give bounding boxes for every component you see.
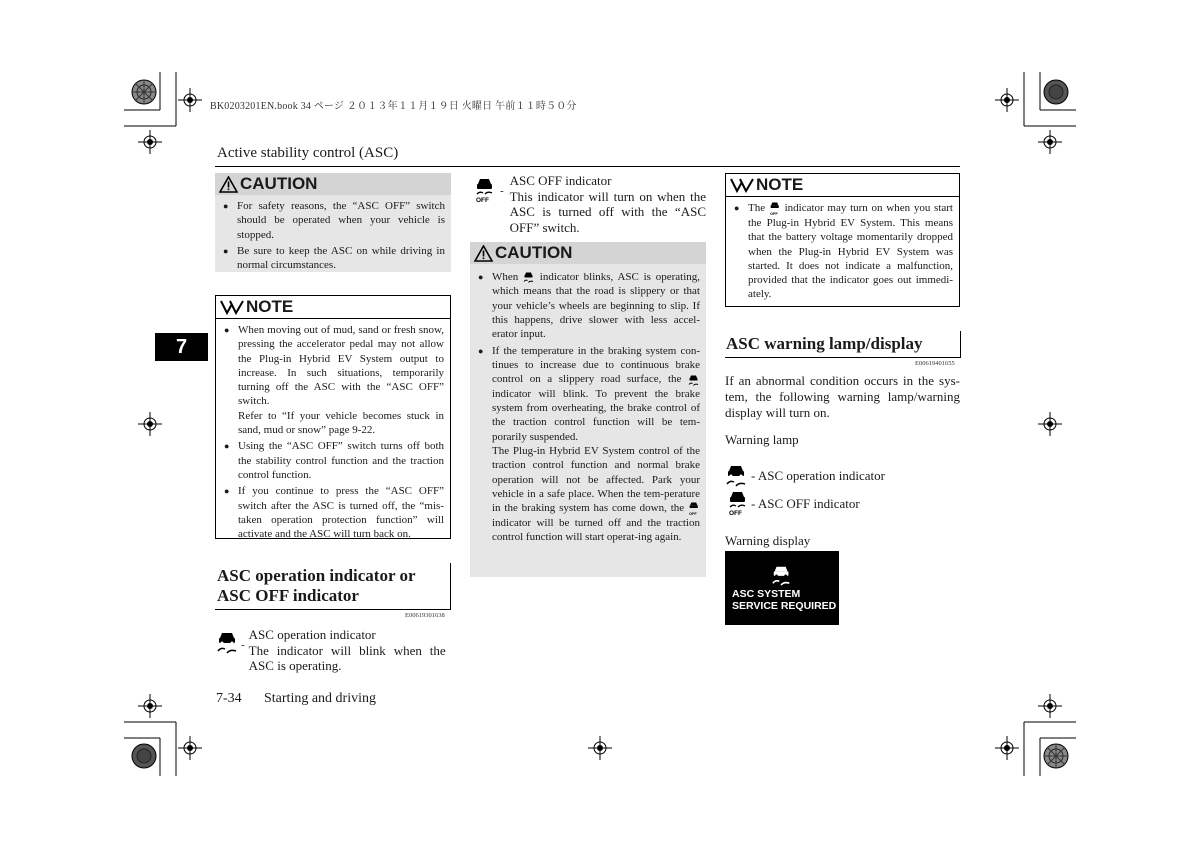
list-item-text: indicator may turn on when you start the Plug-in Hybrid EV System. This means that the battery voltage momentarily dropped when the Plug-in Hybrid EV System was started. It does not indicate a malfunction, provided that the indicator goes out immedi-ately. — [748, 202, 953, 301]
note-heading-text: NOTE — [246, 297, 294, 316]
note-check-icon — [220, 299, 244, 315]
warning-display-line: SERVICE REQUIRED — [732, 600, 837, 612]
note-heading-text: NOTE — [756, 175, 804, 194]
asc-off-icon — [474, 177, 496, 203]
svg-text:OFF: OFF — [769, 212, 778, 216]
note-heading — [216, 296, 450, 319]
list-item — [478, 344, 700, 545]
footer-page-number: 7-34 — [216, 691, 242, 706]
caution-heading-text: CAUTION — [495, 243, 573, 262]
indicator-title: ASC OFF indicator — [509, 173, 612, 188]
warning-display-line: ASC SYSTEM — [732, 588, 801, 600]
skid-car-icon — [216, 629, 240, 655]
header-rule — [215, 166, 960, 167]
skid-car-icon — [688, 373, 700, 387]
asc-operation-text — [249, 627, 446, 674]
dash: - — [499, 185, 504, 197]
section-code: E00619401655 — [915, 360, 955, 367]
section-title: Active stability control (ASC) — [217, 145, 399, 161]
caution-heading-text: CAUTION — [240, 174, 318, 193]
chapter-tab: 7 — [155, 333, 208, 361]
indicator-description: This indicator will turn on when the ASC is turned off with the “ASC OFF” switch. — [509, 188, 706, 235]
registration-mark-icon — [1038, 694, 1062, 718]
list-item: ● Using the “ASC OFF” switch turns off both the stability control function and the traction control function. — [224, 439, 444, 482]
svg-text:OFF: OFF — [475, 196, 489, 203]
color-wheel-icon — [1043, 79, 1069, 105]
color-wheel-icon — [131, 743, 157, 769]
skid-car-icon — [771, 563, 793, 587]
list-item: ● For safety reasons, the “ASC OFF” switch should be operated when your vehicle is stopped. — [223, 199, 445, 242]
asc-off-text — [510, 173, 706, 235]
dash: - — [241, 639, 245, 651]
list-item — [224, 323, 444, 437]
note-box-1 — [215, 295, 451, 539]
list-item-text: indicator will be turned off and the traction control function will start operat-ing again. — [492, 517, 700, 544]
registration-mark-icon — [1038, 412, 1062, 436]
warning-display-label: Warning display — [725, 533, 811, 548]
caution-box-2 — [470, 242, 706, 577]
list-item-text: The Plug-in Hybrid EV System control of the traction control function and normal brake operation will not be affected. Park your vehicle in a safe place. When the tem-perature in the braking system has come down, the — [492, 444, 700, 515]
caution-heading — [215, 173, 451, 195]
caution-list — [215, 195, 451, 278]
list-item-paragraph — [492, 444, 700, 545]
indicator-title: ASC operation indicator — [248, 627, 376, 642]
caution-triangle-icon — [219, 176, 238, 193]
footer-section: Starting and driving — [264, 691, 376, 706]
caution-heading — [470, 242, 706, 264]
section-code: E00619301638 — [405, 612, 445, 619]
caution-triangle-icon — [474, 245, 493, 262]
note-list — [216, 319, 450, 547]
asc-off-icon — [769, 201, 781, 216]
lamp-item-text: - ASC operation indicator — [751, 468, 885, 483]
indicator-description: The indicator will blink when the ASC is operating. — [248, 642, 446, 673]
list-item: ● If you continue to press the “ASC OFF” switch after the ASC is turned off, the “mis-taken operation protection function” will activate and the ASC will turn back on. — [224, 484, 444, 541]
warning-display-screen — [725, 551, 839, 625]
registration-mark-icon — [995, 88, 1019, 112]
asc-off-icon — [688, 501, 700, 516]
list-item-text: If the temperature in the braking system con-tinues to increase due to continuous brake control on a slippery road surface, the — [492, 344, 700, 386]
registration-mark-icon — [138, 412, 162, 436]
asc-operation-indicator-row — [216, 627, 451, 674]
list-item-text: The — [748, 202, 766, 215]
caution-list — [470, 264, 706, 551]
lamp-item — [725, 462, 885, 488]
list-item-text: indicator will blink. To prevent the brake system from overheating, the brake control of the traction control function will be tem-porarily suspended. — [492, 387, 700, 443]
lamp-item — [727, 490, 860, 516]
note-list — [726, 197, 959, 308]
asc-off-indicator-row — [474, 173, 706, 235]
cross-reference: Refer to “If your vehicle becomes stuck in sand, mud or snow” page 9-22. — [238, 409, 444, 437]
caution-box-1 — [215, 173, 451, 272]
list-item-text: indicator blinks, ASC is operating, which means that the road is slippery or that your vehicle’s wheels are beginning to slip. If this happens, drive slower with less accel-erator input. — [492, 271, 700, 341]
registration-mark-icon — [138, 130, 162, 154]
note-heading — [726, 174, 959, 197]
color-wheel-icon — [131, 79, 157, 105]
registration-mark-icon — [1038, 130, 1062, 154]
svg-text:OFF: OFF — [689, 512, 697, 517]
heading-line: ASC operation indicator or — [217, 566, 416, 585]
note-box-2 — [725, 173, 960, 307]
registration-mark-icon — [588, 736, 612, 760]
list-item — [734, 201, 953, 302]
warning-intro: If an abnormal condition occurs in the sys-tem, the following warning lamp/warning display will turn on. — [725, 373, 960, 420]
asc-off-icon — [727, 490, 749, 516]
skid-car-icon — [523, 270, 535, 284]
registration-mark-icon — [178, 88, 202, 112]
print-header: BK0203201EN.book 34 ページ ２０１３年１１月１９日 火曜日 午前１１時５０分 — [210, 101, 577, 112]
registration-mark-icon — [995, 736, 1019, 760]
color-wheel-icon — [1043, 743, 1069, 769]
registration-mark-icon — [138, 694, 162, 718]
heading-line: ASC OFF indicator — [217, 586, 359, 605]
lamp-item-text: - ASC OFF indicator — [751, 496, 860, 511]
note-check-icon — [730, 177, 754, 193]
registration-mark-icon — [178, 736, 202, 760]
list-item-text: When — [492, 271, 519, 283]
list-item: ● Be sure to keep the ASC on while driving in normal circumstances. — [223, 244, 445, 273]
svg-text:OFF: OFF — [729, 510, 742, 516]
skid-car-icon — [725, 462, 749, 488]
heading-indicator — [217, 566, 447, 606]
warning-lamp-label: Warning lamp — [725, 432, 799, 447]
heading-warning: ASC warning lamp/display — [726, 334, 923, 353]
list-item — [478, 270, 700, 342]
list-item-text: When moving out of mud, sand or fresh snow, pressing the accelerator pedal may not allow the Plug-in Hybrid EV System output to increase. In such situations, temporarily turning off the ASC with the “ASC OFF” switch. — [238, 324, 444, 408]
